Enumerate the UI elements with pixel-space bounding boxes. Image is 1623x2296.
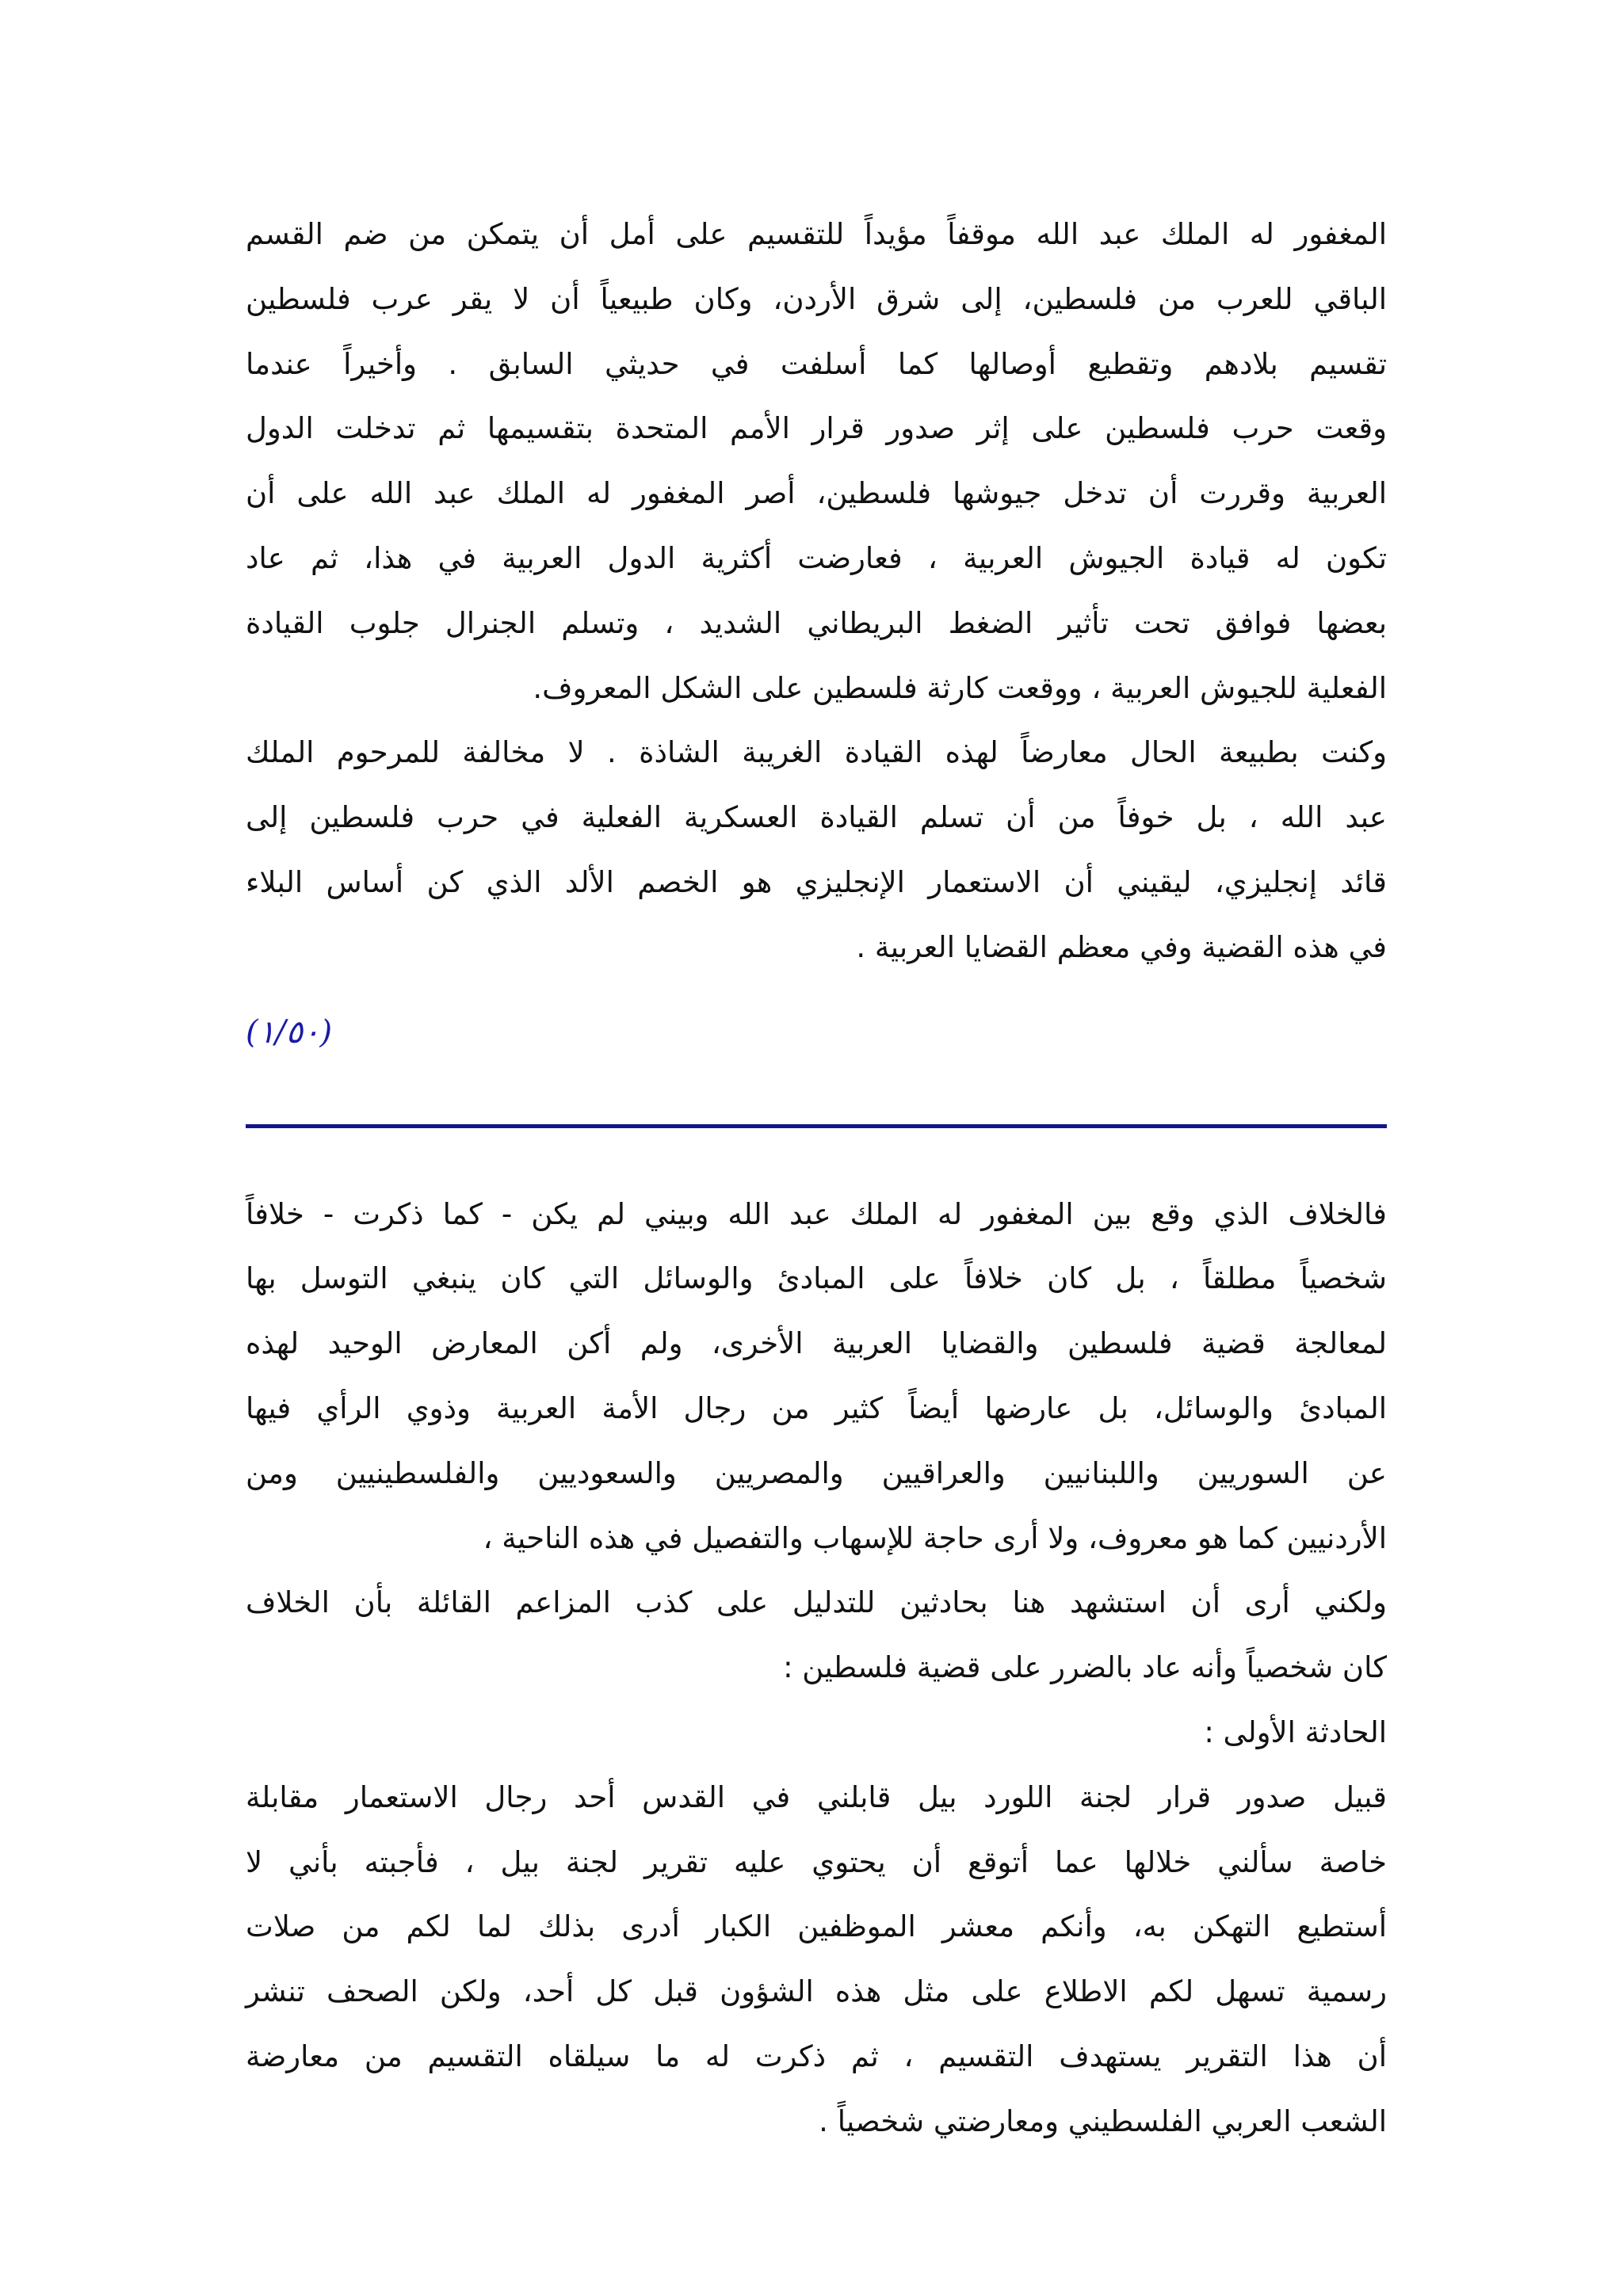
text-line: المبادئ والوسائل، بل عارضها أيضاً كثير من رجال الأمة العربية وذوي الرأي فيها — [246, 1390, 1387, 1425]
text-line: وقعت حرب فلسطين على إثر صدور قرار الأمم المتحدة بتقسيمها ثم تدخلت الدول — [246, 411, 1387, 446]
text-line: قائد إنجليزي، ليقيني أن الاستعمار الإنجليزي هو الخصم الألد الذي كن أساس البلاء — [246, 864, 1387, 899]
text-line: المغفور له الملك عبد الله موقفاً مؤيداً للتقسيم على أمل أن يتمكن من ضم القسم — [246, 217, 1387, 251]
document-page — [246, 202, 1387, 2154]
text-line: فالخلاف الذي وقع بين المغفور له الملك عبد الله وبيني لم يكن - كما ذكرت - خلافاً — [246, 1196, 1387, 1231]
text-line: الفعلية للجيوش العربية ، ووقعت كارثة فلسطين على الشكل المعروف. — [533, 670, 1387, 705]
text-line: تقسيم بلادهم وتقطيع أوصالها كما أسلفت في حديثي السابق . وأخيراً عندما — [246, 346, 1387, 381]
text-line: عن السوريين واللبنانيين والعراقيين والمصريين والسعوديين والفلسطينيين ومن — [246, 1455, 1387, 1490]
text-line: وكنت بطبيعة الحال معارضاً لهذه القيادة الغريبة الشاذة . لا مخالفة للمرحوم الملك — [246, 735, 1387, 770]
text-line: خاصة سألني خلالها عما أتوقع أن يحتوي عليه تقرير لجنة بيل ، فأجبته بأني لا — [246, 1844, 1387, 1879]
page-divider — [246, 1124, 1387, 1128]
text-line: الشعب العربي الفلسطيني ومعارضتي شخصياً . — [819, 2103, 1387, 2138]
text-line: قبيل صدور قرار لجنة اللورد بيل قابلني في القدس أحد رجال الاستعمار مقابلة — [246, 1779, 1387, 1814]
text-line: بعضها فوافق تحت تأثير الضغط البريطاني الشديد ، وتسلم الجنرال جلوب القيادة — [246, 605, 1387, 640]
lower-text-block — [246, 1182, 1387, 2154]
text-line: في هذه القضية وفي معظم القضايا العربية . — [856, 929, 1387, 964]
text-line: الباقي للعرب من فلسطين، إلى شرق الأردن، وكان طبيعياً أن لا يقر عرب فلسطين — [246, 281, 1387, 316]
text-line: عبد الله ، بل خوفاً من أن تسلم القيادة العسكرية الفعلية في حرب فلسطين إلى — [246, 800, 1387, 835]
upper-text-block — [246, 202, 1387, 980]
text-line: ولكني أرى أن استشهد هنا بحادثين للتدليل على كذب المزاعم القائلة بأن الخلاف — [246, 1585, 1387, 1620]
text-line: تكون له قيادة الجيوش العربية ، فعارضت أكثرية الدول العربية في هذا، ثم عاد — [246, 540, 1387, 575]
text-line: العربية وقررت أن تدخل جيوشها فلسطين، أصر المغفور له الملك عبد الله على أن — [246, 476, 1387, 511]
text-line: لمعالجة قضية فلسطين والقضايا العربية الأخرى، ولم أكن المعارض الوحيد لهذه — [246, 1326, 1387, 1361]
section-heading: الحادثة الأولى : — [1204, 1714, 1387, 1749]
text-line: رسمية تسهل لكم الاطلاع على مثل هذه الشؤون قبل كل أحد، ولكن الصحف تنشر — [246, 1974, 1387, 2009]
text-line: أستطيع التهكن به، وأنكم معشر الموظفين الكبار أدرى بذلك لما لكم من صلات — [246, 1909, 1387, 1944]
text-line: الأردنيين كما هو معروف، ولا أرى حاجة للإسهاب والتفصيل في هذه الناحية ، — [483, 1520, 1387, 1555]
page-reference: (١/٥٠) — [246, 1013, 333, 1051]
text-line: كان شخصياً وأنه عاد بالضرر على قضية فلسطين : — [783, 1650, 1387, 1685]
text-line: شخصياً مطلقاً ، بل كان خلافاً على المبادئ والوسائل التي كان ينبغي التوسل بها — [246, 1261, 1387, 1296]
text-line: أن هذا التقرير يستهدف التقسيم ، ثم ذكرت له ما سيلقاه التقسيم من معارضة — [246, 2039, 1387, 2073]
